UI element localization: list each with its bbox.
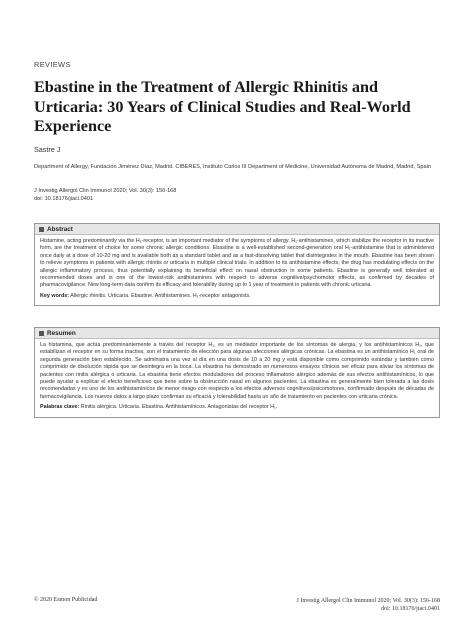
keywords-label: Key words: bbox=[40, 292, 70, 299]
journal-doi[interactable]: doi: 10.18176/jiaci.0401 bbox=[34, 196, 94, 202]
footer-doi[interactable]: doi: 10.18176/jiaci.0401 bbox=[381, 606, 440, 612]
section-square-icon bbox=[39, 331, 44, 336]
resumen-box bbox=[34, 327, 440, 418]
resumen-heading: Resumen bbox=[47, 329, 76, 337]
journal-citation: J Investig Allergol Clin Immunol 2020; Vol. 30(3): 156-168 bbox=[34, 188, 177, 194]
section-label: REVIEWS bbox=[34, 60, 71, 69]
footer-citation-block bbox=[296, 597, 440, 613]
palabras-clave-text: Rinitis alérgica. Urticaria. Ebastina. Antihistamínicos. Antagonistas del receptor H₁. bbox=[80, 404, 278, 411]
journal-info bbox=[34, 187, 176, 203]
footer-citation: J Investig Allergol Clin Immunol 2020; Vol. 30(3): 156-168 bbox=[296, 598, 440, 604]
resumen-header bbox=[35, 328, 439, 339]
abstract-heading: Abstract bbox=[47, 225, 73, 233]
resumen-keywords bbox=[40, 404, 434, 411]
abstract-header bbox=[35, 224, 439, 235]
abstract-text: Histamine, acting predominantly via the H₁-receptor, is an important mediator of the symptoms of allergy. H₁-antihistamines, which stabilize the receptor in its inactive form, are the treatment of choice for some chronic allergic conditions. Ebastine is a well-established second-generation oral H₁-antihistamine that is administered once daily at a dose of 10-20 mg and is available both as a standard tablet and as a fast-dissolving tablet that disintegrates in the mouth. Ebastine has been shown to relieve symptoms in patients with allergic rhinitis or urticaria in multiple clinical trials. In addition to its antihistamine effects, the drug has modulating effects on the allergic inflammatory process, thus potentially explaining its beneficial effect on nasal obstruction in some patients. Ebastine is generally well tolerated at recommended doses and is one of the lowest-risk antihistamines with respect to adverse cognitive/psychomotor effects, as confirmed by decades of pharmacovigilance. New long-term data confirm its efficacy and tolerability during up to 1 year of treatment in patients with chronic urticaria. bbox=[40, 238, 434, 289]
section-square-icon bbox=[39, 227, 44, 232]
palabras-clave-label: Palabras clave: bbox=[40, 404, 80, 411]
abstract-box bbox=[34, 223, 440, 306]
keywords-text: Allergic rhinitis. Urticaria. Ebastine. Antihistamines. H₁-receptor antagonists. bbox=[70, 292, 251, 299]
resumen-text: La histamina, que actúa predominantemente a través del receptor H₁, es un mediador importante de los síntomas de alergia, y los antihistamínicos H₁, que estabilizan el receptor en su forma inactiva, son el tratamiento de elección para algunas afecciones alérgicas crónicas. La ebastina es un antihistamínico H₁ oral de segunda generación bien establecido. Se administra una vez al día en una dosis de 10 a 20 mg y está disponible como comprimido estándar y también como comprimido de disolución rápida que se desintegra en la boca. La ebastina ha demostrado en numerosos ensayos clínicos ser eficaz para aliviar los síntomas de pacientes con rinitis alérgica o urticaria. La ebastina tiene efectos moduladores del proceso inflamatorio alérgico además de sus efectos antihistamínicos, lo que puede ayudar a explicar el efecto beneficioso que tiene sobre la obstrucción nasal en algunos pacientes. La ebastina es generalmente bien tolerada a las dosis recomendadas y es uno de los antihistamínicos de menor riesgo con respecto a los efectos adversos cognitivos/psicomotores, confirmado después de décadas de farmacovigilancia. Los nuevos datos a largo plazo confirman su eficacia y tolerabilidad hasta un año de tratamiento en pacientes con urticaria crónica. bbox=[40, 342, 434, 400]
footer-publisher: © 2020 Esmon Publicidad bbox=[34, 597, 98, 603]
article-title: Ebastine in the Treatment of Allergic Rhinitis and Urticaria: 30 Years of Clinical Studies and Real-World Experience bbox=[34, 78, 411, 135]
affiliation: Department of Allergy, Fundación Jiménez Díaz, Madrid. CIBERES, Instituto Carlos III Department of Medicine, Universidad Autónoma de Madrid, Madrid, Spain bbox=[34, 164, 431, 170]
resumen-body bbox=[35, 339, 439, 417]
abstract-keywords bbox=[40, 293, 434, 300]
authors: Sastre J bbox=[34, 145, 61, 154]
abstract-body bbox=[35, 235, 439, 305]
